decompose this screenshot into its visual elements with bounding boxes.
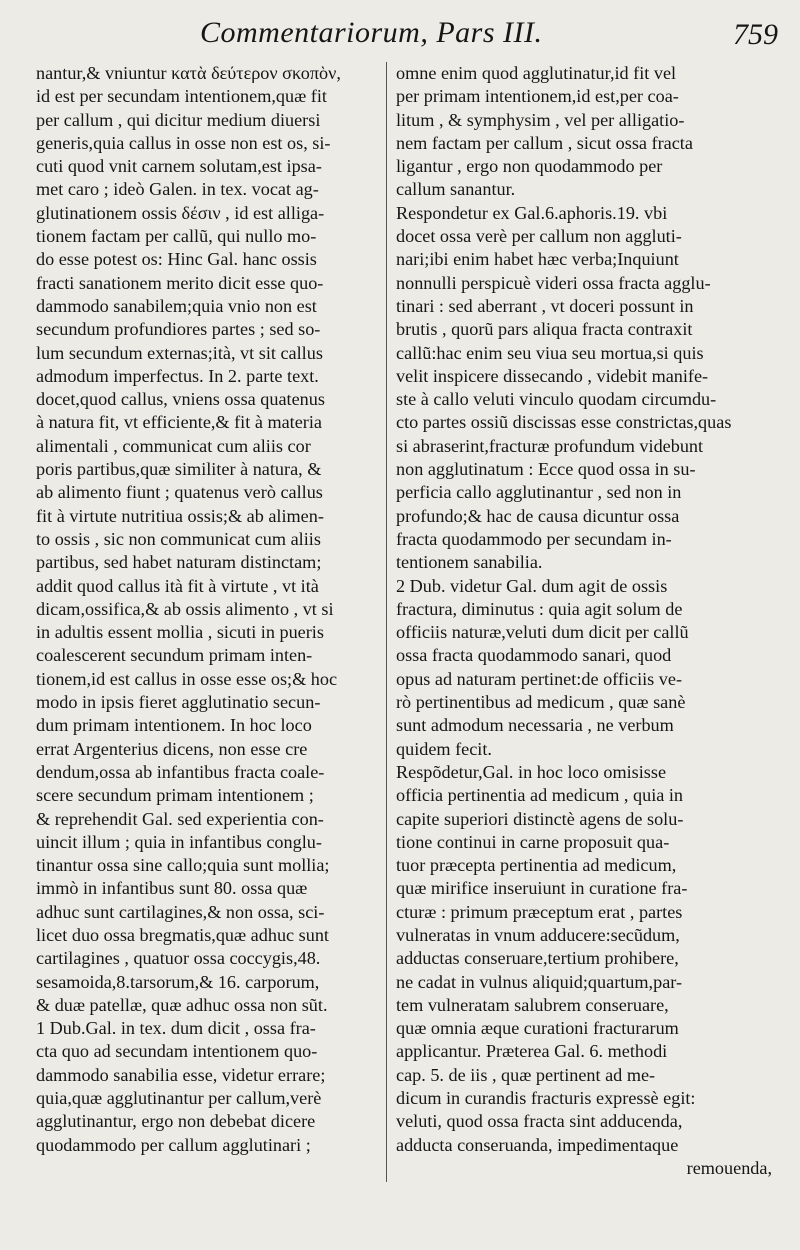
text-line: in adultis essent mollia , sicuti in pueris <box>36 622 324 643</box>
text-line: opus ad naturam pertinet:de officiis ve- <box>396 668 683 689</box>
text-line: fracti sanationem merito dicit esse quo- <box>36 272 324 293</box>
text-line: tem vulneratam salubrem conseruare, <box>396 994 669 1015</box>
text-line: quidem fecit. <box>396 738 492 759</box>
text-line: velit inspicere dissecando , videbit manife- <box>396 365 709 386</box>
text-line: cartilagines , quatuor ossa coccygis,48. <box>36 948 321 969</box>
text-line: & reprehendit Gal. sed experientia con- <box>36 808 324 829</box>
catchword: remouenda, <box>686 1157 772 1178</box>
text-line: quia,quæ agglutinantur per callum,verè <box>36 1088 322 1109</box>
text-line: 2 Dub. videtur Gal. dum agit de ossis <box>396 575 668 596</box>
text-line: callũ:hac enim seu viua seu mortua,si quis <box>396 342 704 363</box>
text-line: secundum profundiores partes ; sed so- <box>36 319 321 340</box>
text-line: brutis , quorũ pars aliqua fracta contraxit <box>396 319 693 340</box>
text-line: non agglutinatum : Ecce quod ossa in su- <box>396 459 696 480</box>
right-text-column <box>396 62 772 1180</box>
text-line: per primam intentionem,id est,per coa- <box>396 86 679 107</box>
text-line: do esse potest os: Hinc Gal. hanc ossis <box>36 249 317 270</box>
text-line: glutinationem ossis δέσιν , id est alliga- <box>36 202 325 223</box>
text-line: nem factam per callum , sicut ossa fracta <box>396 132 693 153</box>
text-line: cto partes ossiũ discissas esse constrictas,quas <box>396 412 732 433</box>
text-line: generis,quia callus in osse non est os, si- <box>36 132 331 153</box>
text-line: ligantur , ergo non quodammodo per <box>396 156 663 177</box>
text-line: admodum imperfectus. In 2. parte text. <box>36 365 319 386</box>
text-line: agglutinantur, ergo non debebat dicere <box>36 1111 316 1132</box>
text-line: docet,quod callus, vniens ossa quatenus <box>36 389 325 410</box>
text-line: applicantur. Præterea Gal. 6. methodi <box>396 1041 668 1062</box>
text-line: à natura fit, vt efficiente,& fit à materia <box>36 412 322 433</box>
text-line: fit à virtute nutritiua ossis;& ab alimen- <box>36 505 324 526</box>
text-line: dendum,ossa ab infantibus fracta coale- <box>36 761 325 782</box>
text-line: ossa fracta quodammodo sanari, quod <box>396 645 672 666</box>
text-line: quodammodo per callum agglutinari ; <box>36 1134 311 1155</box>
text-line: poris partibus,quæ similiter à natura, & <box>36 459 322 480</box>
text-line: docet ossa verè per callum non aggluti- <box>396 226 682 247</box>
text-line: officiis naturæ,veluti dum dicit per callũ <box>396 622 689 643</box>
text-line: modo in ipsis fieret agglutinatio secun- <box>36 692 321 713</box>
text-line: Respõdetur,Gal. in hoc loco omisisse <box>396 761 667 782</box>
text-line: ne cadat in vulnus aliquid;quartum,par- <box>396 971 683 992</box>
text-line: cap. 5. de iis , quæ pertinent ad me- <box>396 1064 656 1085</box>
text-line: dammodo sanabilia esse, videtur errare; <box>36 1064 326 1085</box>
text-line: capite superiori distinctè agens de solu- <box>396 808 684 829</box>
text-line: adducta conseruanda, impedimentaque <box>396 1134 679 1155</box>
text-line: quæ mirifice inseruiunt in curatione fra- <box>396 878 688 899</box>
text-line: dicum in curandis fracturis expressè egit: <box>396 1088 696 1109</box>
text-line: fracta quodammodo per secundam in- <box>396 528 672 549</box>
text-line: nonnulli perspicuè videri ossa fracta agglu- <box>396 272 711 293</box>
text-line: errat Argenterius dicens, non esse cre <box>36 738 308 759</box>
page-number: 759 <box>733 18 778 51</box>
text-line: ste à callo veluti vinculo quodam circumdu- <box>396 389 717 410</box>
text-line: & duæ patellæ, quæ adhuc ossa non sũt. <box>36 994 328 1015</box>
text-line: lum secundum externas;ità, vt sit callus <box>36 342 323 363</box>
page-header <box>0 10 800 54</box>
text-line: scere secundum primam intentionem ; <box>36 785 314 806</box>
text-line: per callum , qui dicitur medium diuersi <box>36 109 321 130</box>
text-line: coalescerent secundum primam inten- <box>36 645 313 666</box>
text-line: profundo;& hac de causa dicuntur ossa <box>396 505 680 526</box>
text-line: ab alimento fiunt ; quatenus verò callus <box>36 482 323 503</box>
text-line: cturæ : primum præceptum erat , partes <box>396 901 683 922</box>
text-line: dicam,ossifica,& ab ossis alimento , vt si <box>36 598 334 619</box>
text-line: alimentali , communicat cum aliis cor <box>36 435 311 456</box>
text-line: cta quo ad secundam intentionem quo- <box>36 1041 318 1062</box>
text-line: tionem,id est callus in osse esse os;& hoc <box>36 668 338 689</box>
running-title: Commentariorum, Pars III. <box>200 16 543 49</box>
text-line: sunt admodum necessaria , ne verbum <box>396 715 674 736</box>
text-line: tentionem sanabilia. <box>396 552 543 573</box>
text-line: 1 Dub.Gal. in tex. dum dicit , ossa fra- <box>36 1018 316 1039</box>
column-divider <box>386 62 387 1182</box>
text-line: dammodo sanabilem;quia vnio non est <box>36 295 317 316</box>
text-line: to ossis , sic non communicat cum aliis <box>36 528 321 549</box>
text-line: tionem factam per callũ, qui nullo mo- <box>36 226 317 247</box>
text-line: tione continui in carne proposuit qua- <box>396 831 670 852</box>
text-line: veluti, quod ossa fracta sint adducenda, <box>396 1111 683 1132</box>
text-line: si abraserint,fracturæ profundum videbunt <box>396 435 704 456</box>
text-line: addit quod callus ità fit à virtute , vt ità <box>36 575 319 596</box>
text-line: callum sanantur. <box>396 179 516 200</box>
text-line: licet duo ossa bregmatis,quæ adhuc sunt <box>36 924 329 945</box>
text-line: immò in infantibus sunt 80. ossa quæ <box>36 878 308 899</box>
text-line: officia pertinentia ad medicum , quia in <box>396 785 684 806</box>
text-line: met caro ; ideò Galen. in tex. vocat ag- <box>36 179 319 200</box>
text-line: tuor præcepta pertinentia ad medicum, <box>396 855 677 876</box>
text-line: nari;ibi enim habet hæc verba;Inquiunt <box>396 249 679 270</box>
text-line: uincit illum ; quia in infantibus conglu- <box>36 831 322 852</box>
text-line: cuti quod vnit carnem solutam,est ipsa- <box>36 156 322 177</box>
text-line: dum primam intentionem. In hoc loco <box>36 715 312 736</box>
text-line: perficia callo agglutinantur , sed non in <box>396 482 682 503</box>
text-line: fractura, diminutus : quia agit solum de <box>396 598 683 619</box>
text-line: id est per secundam intentionem,quæ fit <box>36 86 327 107</box>
text-line: sesamoida,8.tarsorum,& 16. carporum, <box>36 971 320 992</box>
text-line: rò pertinentibus ad medicum , quæ sanè <box>396 692 686 713</box>
text-line: nantur,& vniuntur κατὰ δεύτερον σκοπὸν, <box>36 63 341 83</box>
text-line: Respondetur ex Gal.6.aphoris.19. vbi <box>396 202 668 223</box>
text-line: quæ omnia æque curationi fracturarum <box>396 1018 679 1039</box>
text-line: omne enim quod agglutinatur,id fit vel <box>396 63 677 83</box>
text-line: partibus, sed habet naturam distinctam; <box>36 552 322 573</box>
text-line: adhuc sunt cartilagines,& non ossa, sci- <box>36 901 325 922</box>
left-text-column <box>36 62 384 1157</box>
text-line: tinari : sed aberrant , vt doceri possunt in <box>396 295 694 316</box>
text-line: vulneratas in vnum adducere:secũdum, <box>396 924 680 945</box>
text-line: adductas conseruare,tertium prohibere, <box>396 948 679 969</box>
text-line: litum , & symphysim , vel per alligatio- <box>396 109 685 130</box>
text-line: tinantur ossa sine callo;quia sunt mollia; <box>36 855 330 876</box>
